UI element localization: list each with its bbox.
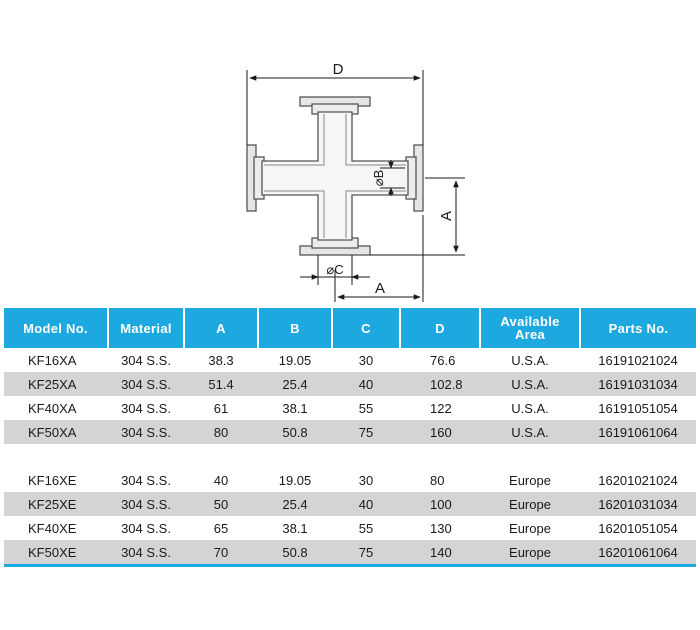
- table-cell: 40: [332, 372, 400, 396]
- table-cell: Europe: [480, 540, 580, 564]
- dim-label-c: ⌀C: [326, 262, 344, 277]
- table-cell: 140: [400, 540, 480, 564]
- table-cell: 304 S.S.: [108, 420, 184, 444]
- table-cell: 16201031034: [580, 492, 696, 516]
- table-cell: 30: [358, 352, 374, 368]
- table-cell: 50.8: [258, 540, 332, 564]
- table-cell: 16201021024: [598, 472, 678, 488]
- table-cell: 25.4: [258, 492, 332, 516]
- table-row: [4, 348, 696, 372]
- table-cell: Europe: [509, 472, 551, 488]
- table-cell: 16191061064: [580, 420, 696, 444]
- table-cell: U.S.A.: [480, 372, 580, 396]
- dim-label-a-horizontal: A: [374, 280, 386, 297]
- table-cell: 40: [332, 492, 400, 516]
- table-cell: 100: [400, 492, 480, 516]
- table-cell: KF25XA: [4, 372, 108, 396]
- header-b: B: [258, 308, 332, 348]
- table-cell: Europe: [480, 492, 580, 516]
- table-row: [4, 468, 696, 492]
- table-cell: U.S.A.: [480, 420, 580, 444]
- group-spacer-row: [4, 444, 696, 468]
- table-cell: 70: [184, 540, 258, 564]
- table-cell: 102.8: [400, 372, 480, 396]
- table-cell: 16201061064: [580, 540, 696, 564]
- table-row: [4, 492, 696, 516]
- table-cell: 51.4: [184, 372, 258, 396]
- table-header-row: [4, 308, 696, 348]
- table-cell: 130: [430, 520, 452, 536]
- table-cell: 19.05: [278, 472, 312, 488]
- cross-fitting-drawing: [0, 0, 700, 305]
- table-cell: KF40XA: [28, 400, 77, 416]
- table-cell: Europe: [509, 520, 551, 536]
- table-cell: KF50XA: [4, 420, 108, 444]
- table-cell: 50: [184, 492, 258, 516]
- table-cell: U.S.A.: [511, 400, 549, 416]
- fitting-outline: [247, 97, 423, 255]
- table-bottom-rule: [4, 564, 696, 567]
- table-cell: 304 S.S.: [108, 372, 184, 396]
- table-row: [4, 516, 696, 540]
- table-cell: KF50XE: [4, 540, 108, 564]
- table-cell: 50.8: [258, 420, 332, 444]
- table-cell: 38.3: [208, 352, 234, 368]
- table-cell: 75: [332, 540, 400, 564]
- header-parts-no: Parts No.: [580, 308, 696, 348]
- table-cell: 40: [213, 472, 229, 488]
- header-d: D: [400, 308, 480, 348]
- table-row: [4, 396, 696, 420]
- table-cell: 30: [358, 472, 374, 488]
- table-cell: U.S.A.: [511, 352, 549, 368]
- table-cell: 304 S.S.: [121, 472, 171, 488]
- dim-label-b: ⌀B: [371, 169, 386, 187]
- table-cell: 75: [332, 420, 400, 444]
- header-material: Material: [108, 308, 184, 348]
- table-cell: 76.6: [430, 352, 456, 368]
- table-cell: 304 S.S.: [108, 540, 184, 564]
- table-cell: 65: [213, 520, 229, 536]
- table-cell: 16191031034: [580, 372, 696, 396]
- table-cell: 55: [358, 520, 374, 536]
- table-cell: 304 S.S.: [121, 520, 171, 536]
- table-cell: 61: [213, 400, 229, 416]
- table-row: [4, 420, 696, 444]
- specification-table: [4, 308, 696, 564]
- header-model-no: Model No.: [4, 308, 108, 348]
- table-cell: KF16XA: [28, 352, 77, 368]
- table-cell: 16191021024: [598, 352, 678, 368]
- table-cell: 16201051054: [598, 520, 678, 536]
- header-available-area: Available Area: [480, 308, 580, 348]
- table-cell: 304 S.S.: [121, 352, 171, 368]
- header-a: A: [184, 308, 258, 348]
- table-row: [4, 540, 696, 564]
- table-cell: 25.4: [258, 372, 332, 396]
- header-c: C: [332, 308, 400, 348]
- dim-label-a-vertical: A: [438, 210, 455, 222]
- table-cell: 304 S.S.: [121, 400, 171, 416]
- table-cell: KF40XE: [28, 520, 77, 536]
- dim-label-d: D: [332, 61, 344, 78]
- table-cell: 80: [184, 420, 258, 444]
- cross-body: [262, 112, 408, 240]
- table-row: [4, 372, 696, 396]
- table-cell: 304 S.S.: [108, 492, 184, 516]
- table-cell: 38.1: [282, 520, 308, 536]
- table-cell: 122: [430, 400, 452, 416]
- table-cell: 55: [358, 400, 374, 416]
- table-cell: 80: [430, 472, 445, 488]
- table-cell: 160: [400, 420, 480, 444]
- table-cell: 19.05: [278, 352, 312, 368]
- table-cell: KF25XE: [4, 492, 108, 516]
- table-cell: KF16XE: [28, 472, 77, 488]
- table-cell: 38.1: [282, 400, 308, 416]
- table-cell: 16191051054: [598, 400, 678, 416]
